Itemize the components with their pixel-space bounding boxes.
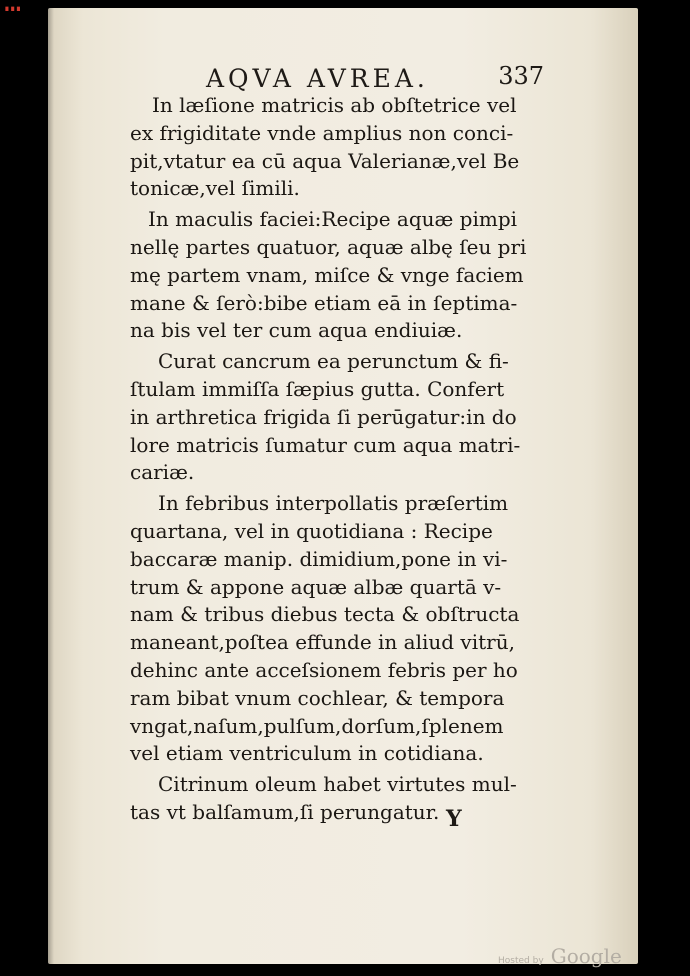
running-title: AQVA AVREA. (206, 64, 429, 93)
text-line: ram bibat vnum cochlear, & tempora (130, 685, 505, 710)
text-line: lore matricis ſumatur cum aqua matri- (130, 432, 521, 457)
text-line: mane & ſerò:bibe etiam eā in ſeptima- (130, 290, 518, 315)
host-attribution (498, 944, 622, 968)
text-line: In læſione matricis ab obſtetrice vel (152, 93, 517, 117)
text-line: In febribus interpollatis præſertim (158, 491, 509, 516)
paragraph (130, 348, 550, 487)
signature-mark: Y (446, 806, 462, 832)
paragraph (130, 490, 550, 768)
page-number: 337 (498, 62, 544, 90)
text-line: tas vt balſamum,ſi perungatur. (130, 799, 440, 824)
body-text (130, 92, 550, 827)
text-line: tonicæ,vel ſimili. (130, 176, 300, 201)
text-line: maneant,poſtea effunde in aliud vitrū, (130, 630, 515, 655)
paragraph (130, 92, 550, 203)
book-page (48, 8, 638, 968)
paragraph (130, 206, 550, 345)
paragraph (130, 771, 550, 827)
text-line: Citrinum oleum habet virtutes mul- (158, 772, 517, 797)
text-line: nam & tribus diebus tecta & obſtructa (130, 602, 520, 627)
text-line: ſtulam immiſſa ſæpius gutta. Confert (130, 376, 505, 401)
text-line: baccaræ manip. dimidium,pone in vi- (130, 546, 508, 571)
text-line: dehinc ante acceſsionem febris per ho (130, 657, 518, 682)
text-line: nellę partes quatuor, aquæ albę ſeu pri (130, 234, 527, 259)
text-line: vngat,naſum,pulſum,dorſum,ſplenem (130, 713, 504, 738)
text-line: pit,vtatur ea cū aqua Valerianæ,vel Be (130, 148, 520, 173)
text-line: in arthretica frigida ſi perūgatur:in do (130, 404, 517, 429)
attribution-prefix: Hosted by (498, 956, 544, 966)
corner-mark: ∎∎∎ (4, 4, 22, 14)
page-header (166, 56, 544, 96)
text-line: ex frigiditate vnde amplius non conci- (130, 120, 514, 145)
text-line: cariæ. (130, 460, 195, 485)
text-line: trum & appone aquæ albæ quartā v- (130, 574, 502, 599)
text-line: In maculis faciei:Recipe aquæ pimpi (148, 207, 518, 232)
text-line: mę partem vnam, miſce & vnge faciem (130, 262, 524, 287)
text-line: Curat cancrum ea perunctum & fi- (158, 349, 509, 374)
text-line: na bis vel ter cum aqua endiuiæ. (130, 318, 463, 343)
text-line: vel etiam ventriculum in cotidiana. (130, 741, 484, 766)
text-line: quartana, vel in quotidiana : Recipe (130, 518, 493, 543)
attribution-brand: Google (550, 944, 622, 968)
